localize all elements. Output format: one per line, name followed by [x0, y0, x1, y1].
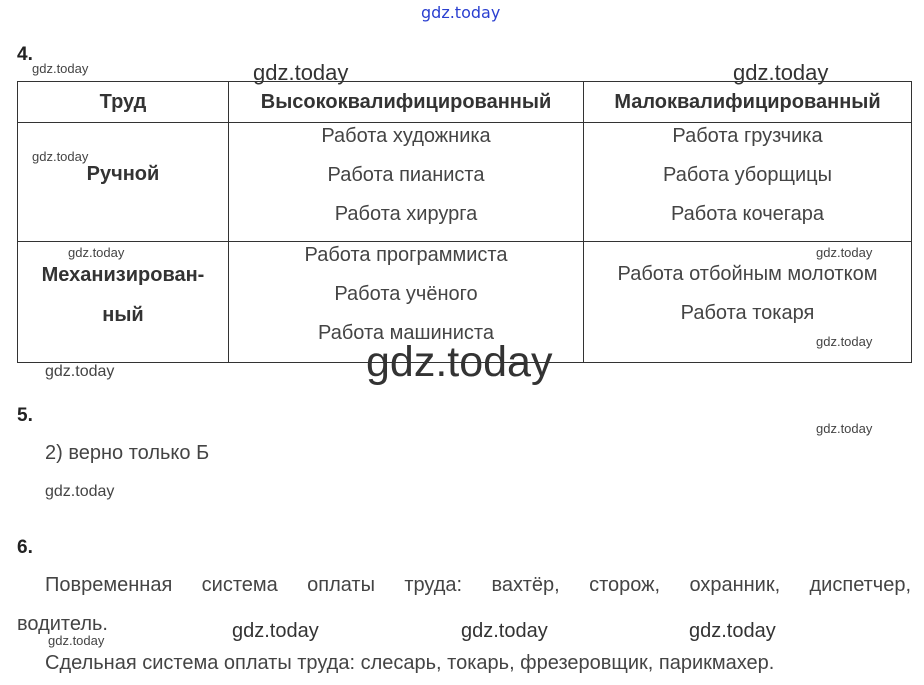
table-row [18, 123, 912, 242]
word: система [201, 574, 278, 596]
watermark-medium: gdz.today [461, 620, 548, 642]
watermark-small: gdz.today [816, 334, 873, 349]
table-cell-text: Работа кочегара [671, 203, 824, 225]
watermark-small: gdz.today [32, 61, 89, 76]
top-watermark: gdz.today [421, 3, 501, 22]
word: Повременная [45, 574, 173, 596]
watermark-small: gdz.today [32, 149, 89, 164]
word: сторож, [589, 574, 661, 596]
table-cell-text: Работа хирурга [334, 203, 478, 225]
low-skilled-cell [584, 242, 912, 363]
labor-table [17, 81, 912, 363]
question-5-answer: 2) верно только Б [45, 442, 210, 464]
question-6-number: 6. [17, 537, 33, 558]
header-labor: Труд [18, 82, 229, 123]
question-6-line-2: водитель. [17, 613, 108, 635]
word: вахтёр, [491, 574, 560, 596]
question-6-line-1 [45, 574, 911, 597]
header-low-skilled: Малоквалифицированный [584, 82, 912, 123]
row-label-mechanized-2: ный [102, 304, 144, 326]
table-cell-text: Работа токаря [680, 302, 815, 324]
watermark-medium: gdz.today [232, 620, 319, 642]
high-skilled-cell [229, 123, 584, 242]
table-cell-text: Работа машиниста [318, 322, 494, 344]
low-skilled-cell [584, 123, 912, 242]
word: охранник, [689, 574, 781, 596]
word: оплаты [307, 574, 375, 596]
table-cell-text: Работа уборщицы [663, 164, 832, 186]
table-cell-text: Работа пианиста [327, 164, 485, 186]
watermark-small: gdz.today [816, 421, 873, 436]
watermark-small: gdz.today [45, 483, 115, 500]
watermark-large: gdz.today [366, 338, 553, 386]
table-cell-text: Работа грузчика [672, 125, 823, 147]
word: диспетчер, [809, 574, 912, 596]
table-cell-text: Работа отбойным молотком [617, 263, 878, 285]
watermark-small: gdz.today [68, 245, 125, 260]
watermark-medium: gdz.today [253, 60, 349, 85]
table-cell-text: Работа учёного [334, 283, 478, 305]
row-label-cell [18, 123, 229, 242]
row-label-cell [18, 242, 229, 363]
question-6-line-3: Сдельная система оплаты труда: слесарь, токарь, фрезеровщик, парикмахер. [45, 652, 775, 674]
row-label-manual: Ручной [86, 163, 160, 185]
watermark-small: gdz.today [48, 633, 105, 648]
header-high-skilled: Высококвалифицированный [229, 82, 584, 123]
question-4-number: 4. [17, 44, 33, 65]
watermark-medium: gdz.today [689, 620, 776, 642]
watermark-small: gdz.today [816, 245, 873, 260]
row-label-mechanized-1: Механизирован- [41, 264, 205, 286]
table-cell-text: Работа художника [321, 125, 491, 147]
watermark-medium: gdz.today [733, 60, 829, 85]
word: труда: [404, 574, 463, 596]
table-cell-text: Работа программиста [304, 244, 508, 266]
question-5-number: 5. [17, 405, 33, 426]
watermark-small: gdz.today [45, 363, 115, 380]
